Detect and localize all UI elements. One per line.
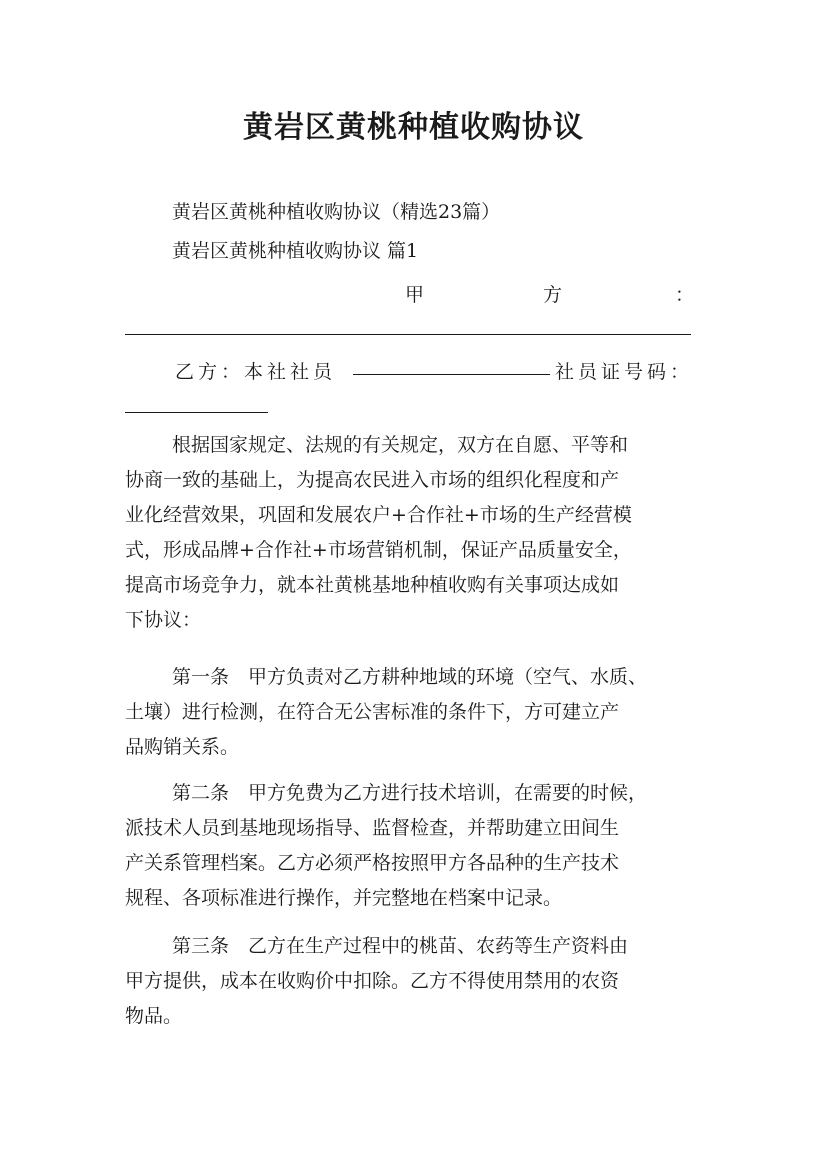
paragraph-line: 派技术人员到基地现场指导、监督检查，并帮助建立田间生 (125, 817, 620, 839)
document-subtitle: 黄岩区黄桃种植收购协议（精选23篇） (172, 201, 501, 223)
paragraph-line: 甲方提供，成本在收购价中扣除。乙方不得使用禁用的农资 (125, 970, 620, 992)
party-a-fill-line (125, 334, 691, 335)
party-a-row (125, 280, 693, 304)
paragraph-line: 第二条 甲方免费为乙方进行技术培训，在需要的时候， (172, 782, 648, 804)
paragraph-line: 规程、各项标准进行操作，并完整地在档案中记录。 (125, 887, 563, 909)
party-a-char-1: 甲 (405, 284, 425, 306)
paragraph-line: 提高市场竞争力，就本社黄桃基地种植收购有关事项达成如 (125, 574, 620, 596)
paragraph-line: 协商一致的基础上，为提高农民进入市场的组织化程度和产 (125, 469, 620, 491)
paragraph-line: 土壤）进行检测，在符合无公害标准的条件下，方可建立产 (125, 701, 620, 723)
paragraph-line: 品购销关系。 (125, 736, 240, 758)
document-title: 黄岩区黄桃种植收购协议 (243, 110, 584, 145)
party-a-colon: ： (675, 284, 695, 306)
paragraph-line: 业化经营效果，巩固和发展农户+合作社+市场的生产经营模 (125, 504, 632, 526)
paragraph-intro (125, 428, 715, 638)
section-heading: 黄岩区黄桃种植收购协议 篇1 (172, 240, 419, 262)
party-b-row (172, 357, 693, 381)
member-id-label: 社员证号码： (555, 361, 694, 383)
paragraph-line: 物品。 (125, 1005, 183, 1027)
paragraph-article-1 (125, 660, 715, 765)
member-name-fill-line (353, 374, 550, 375)
party-a-char-2: 方 (543, 284, 563, 306)
member-id-fill-line (125, 412, 268, 413)
paragraph-line: 第一条 甲方负责对乙方耕种地域的环境（空气、水质、 (172, 666, 648, 688)
paragraph-article-2 (125, 776, 715, 916)
paragraph-article-3 (125, 929, 715, 1034)
paragraph-line: 第三条 乙方在生产过程中的桃苗、农药等生产资料由 (172, 935, 629, 957)
paragraph-line: 式，形成品牌+合作社+市场营销机制，保证产品质量安全， (125, 539, 632, 561)
paragraph-line: 下协议： (125, 609, 202, 631)
paragraph-line: 根据国家规定、法规的有关规定，双方在自愿、平等和 (172, 434, 629, 456)
paragraph-line: 产关系管理档案。乙方必须严格按照甲方各品种的生产技术 (125, 852, 620, 874)
party-b-label: 乙方：本社社员 (175, 361, 337, 383)
